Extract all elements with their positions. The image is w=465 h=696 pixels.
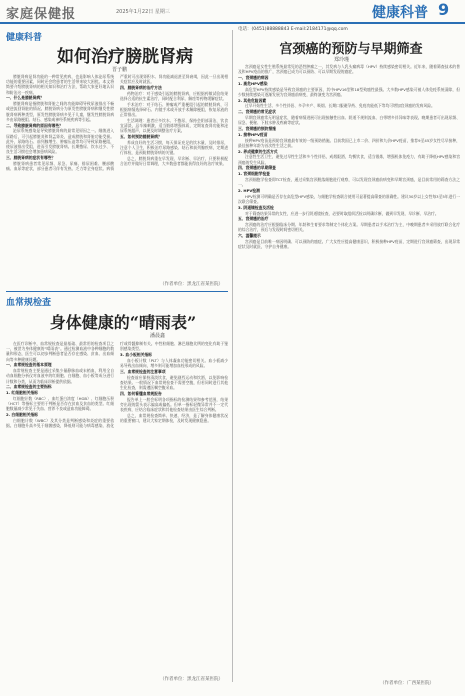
paragraph: 宫颈癌的治疗应根据临床分期、年龄和生育要求等制定个体化方案。早期患者以手术治疗为主，中晚期患者多采用放疗联合化疗的综合治疗，预后与发现时间密切相关。: [238, 222, 460, 233]
paragraph: 早期宫颈癌常无明显症状，随着病情进展可出现接触性出血、阴道不规则流血、白带增多伴异味等表现。晚期患者可出现尿频、尿急、便秘、下肢水肿及疼痛等症状。: [238, 114, 460, 126]
subheading: 四、膀胱肾病的治疗方法: [120, 85, 162, 90]
paragraph: 对于筛查结果异常的女性，应进一步行阴道镜检查，必要时取组织活检以明确诊断，做到早发现、早诊断、早治疗。: [245, 210, 439, 216]
subheading: 三、宫颈癌的预防措施: [238, 125, 276, 131]
issue-date: 2025年1月22日 星期三: [116, 9, 170, 15]
paragraph: 宫颈癌是目前唯一病因明确、可以预防的癌症。广大女性应提高健康意识，积极接种HPV疫苗，定期进行宫颈癌筛查，出现异常症状及时就医，守护自身健康。: [238, 238, 460, 250]
subheading: 1. 红细胞相关指标: [6, 390, 38, 396]
paragraph: 膀胱肾病患者常见尿频、尿急、尿痛、排尿困难、腰部酸痛、血尿等症状，部分患者可伴有发热、乏力等全身症状。病情严重时可出现肾积水、肾功能减退甚至肾衰竭，因此一旦出现相关症状应及时就医。: [6, 74, 228, 172]
paragraph: 泌尿系统感染是导致膀胱肾病的最常见原因之一。细菌进入尿路后，可引起膀胱炎和肾盂肾炎，造成膀胱和肾脏功能受损。此外，尿路结石、前列腺增生、肿瘤压迫等均可导致尿路梗阻，使尿液排出受阻，进而引发膀胱肾病。长期憋尿、饮水过少、不良生活习惯也会增加患病风险。: [6, 128, 114, 155]
left-bottom-author: 潘晨鑫: [150, 333, 166, 339]
section-name: 健康科普: [372, 5, 428, 21]
subheading: 五、如何预防膀胱肾病？: [120, 134, 162, 140]
paragraph: 手术治疗：对于结石、肿瘤或严重梗阻引起的膀胱肾病，可根据病情选择碎石、内镜手术或开放手术解除梗阻，恢复尿液的正常排出。: [120, 101, 228, 118]
column-divider: [232, 30, 233, 682]
paragraph: 养成良好的生活习惯，每天保证充足的饮水量，及时排尿，注意个人卫生，积极治疗尿路感染、结石和前列腺疾病，定期进行体检，是预防膀胱肾病的关键。: [120, 140, 228, 156]
subheading: 1. 接种HPV疫苗: [238, 131, 268, 137]
page-number: 9: [438, 0, 450, 19]
paragraph: 红细胞计数（RBC）、血红蛋白浓度（HGB）、红细胞压积（HCT）等指标主要用于判断是否存在贫血及贫血的类型。红细胞数量减少常见于失血、营养不良或造血功能障碍。: [6, 396, 114, 412]
paragraph: 宫颈癌是女性生殖系统最常见的恶性肿瘤之一，其发病与人乳头瘤病毒（HPV）持续感染密切相关。近年来，随着筛查技术的普及和HPV疫苗的推广，宫颈癌已成为可以预防、可以早期发现的癌症。: [238, 64, 460, 75]
paragraph: 接种HPV疫苗是预防宫颈癌最有效的一级预防措施。目前我国已上市二价、四价和九价HPV疫苗，推荐9至45岁女性尽早接种，最佳接种年龄为首次性生活之前。: [238, 137, 460, 148]
page-header: [0, 0, 465, 24]
subheading: 3. 阴道镜检查及活检: [238, 204, 274, 210]
subheading: 二、宫颈癌的常见症状: [238, 109, 276, 115]
subheading: 三、膀胱肾病的症状有哪些？: [6, 155, 56, 161]
contact-info: 电话：(0451)88888843 E-mail:2184171@qq.com: [238, 27, 348, 32]
paragraph: 膀胱肾病是指膀胱和肾脏之间的功能障碍导致尿液排出不畅或逆流回肾脏的情况。膀胱肾病分为原发性膀胱肾病和继发性膀胱肾病两种类型，原发性膀胱肾病多见于儿童，继发性膀胱肾病多由尿路梗阻、结石、感染或神经系统疾病等引起。: [6, 101, 114, 122]
subheading: 2. 白细胞相关指标: [6, 412, 38, 418]
subheading: 四、如何看懂血常规报告: [120, 390, 162, 396]
article-separator: [6, 291, 228, 292]
subheading: 1. 高危HPV感染: [238, 80, 268, 86]
subheading: 2. HPV检测: [238, 187, 260, 193]
left-bottom-affiliation: （作者单位：黑龙江省某医院）: [160, 677, 223, 682]
subheading: 四、宫颈癌的早期筛查: [238, 165, 276, 171]
right-body: [238, 64, 460, 676]
right-author: 郑玲瑾: [334, 57, 350, 63]
left-top-title: 如何治疗膀胱肾病: [57, 47, 193, 67]
paragraph: 血小板计数（PLT）与人体凝血功能密切相关。血小板减少易导致出血倾向，增多则可能增加血栓形成的风险。: [120, 357, 228, 368]
subheading: 一、血常规检查的基本原理: [6, 362, 52, 368]
subheading: 1. 宫颈细胞学检查: [238, 171, 270, 177]
left-bottom-title: 身体健康的“晴雨表”: [49, 313, 197, 332]
paragraph: 药物治疗：对于感染引起的膀胱肾病，应根据药敏试验结果选择合适的抗生素治疗，同时配合利尿、解痉等药物缓解症状。: [120, 90, 228, 101]
paragraph: 膀胱肾病是肾功能的一种常见疾病，也是影响人体泌尿系统功能的重要因素，同时还会给患者的生活带来较大困扰。本文将简要介绍膀胱肾病的相关知识和治疗方法，帮助大家更好地认识和防治这一疾病。: [6, 74, 114, 95]
left-bottom-body: [6, 341, 228, 673]
right-title: 宫颈癌的预防与早期筛查: [279, 42, 423, 57]
subheading: 2. 其他危险因素: [238, 97, 267, 103]
left-bottom-section-label: 血常规检查: [6, 298, 52, 308]
subheading: 一、宫颈癌的病因: [238, 75, 269, 80]
paragraph: 白细胞计数（WBC）及其分类是判断感染和炎症的重要依据。白细胞升高多见于细菌感染，降低则可能与病毒感染、放化疗或骨髓抑制有关。中性粒细胞、淋巴细胞比例的变化有助于鉴别感染类型。: [6, 341, 228, 429]
subheading: 五、宫颈癌的治疗: [238, 216, 269, 222]
left-top-author: 晋子鹏: [112, 67, 128, 73]
right-affiliation: （作者单位：广西某医院）: [380, 681, 434, 686]
subheading: 3. 血小板相关指标: [120, 352, 152, 357]
subheading: 2. 养成健康的生活方式: [238, 148, 278, 154]
paragraph: 总之，血常规检查简单、快速、经济，是了解身体健康状况的重要窗口，建议大家定期体检，及时发现健康隐患。: [120, 412, 228, 423]
subheading: 二、血常规检查的主要指标: [6, 384, 52, 390]
paragraph: 过早开始性生活、多个性伴侣、多孕多产、吸烟、长期口服避孕药、免疫功能低下等均可增加宫颈癌的发病风险。: [245, 103, 435, 109]
paragraph: 宫颈细胞学检查即TCT检查，通过采集宫颈脱落细胞进行观察，可以发现宫颈癌前病变和早期宫颈癌，是目前常用的筛查方法之一。: [238, 176, 460, 188]
paragraph: 在医疗诊断中，血常规检查是最基础、最常用的检查项目之一，被誉为身体健康的“晴雨表”。通过检测血液中各种细胞的数量和形态，医生可以初步判断患者是否存在感染、贫血、出血倾向等多种健康问题。: [6, 341, 114, 362]
newspaper-name: 家庭保健报: [6, 7, 77, 22]
paragraph: 注意性生活卫生，避免过早性生活和多个性伴侣，戒烟限酒，均衡饮食，适当锻炼，增强机体免疫力，有助于降低HPV感染和宫颈癌的发生风险。: [238, 154, 460, 165]
paragraph: 报告单上一般会标明各项指标的检测结果和参考范围，结果旁出现的箭头表示偏高或偏低。但单一指标轻微异常并不一定代表疾病，应结合临床症状和其他检查结果由医生综合判断。: [120, 396, 228, 412]
subheading: 二、导致膀胱肾病的原因有哪些？: [6, 122, 63, 128]
paragraph: 检查前应保持清淡饮食，避免剧烈运动和饮酒，以免影响检查结果。一般情况下血常规检查不需要空腹，但若同时进行其他生化检查，则需遵医嘱空腹采血。: [120, 374, 228, 390]
paragraph: 总之，膀胱肾病重在早发现、早诊断、早治疗，只要积极配合治疗并做好日常调理，大多数患者都能获得良好的治疗效果。: [120, 156, 228, 167]
left-top-body: [6, 74, 228, 277]
left-top-affiliation: （作者单位：黑龙江省某医院）: [160, 282, 223, 287]
subheading: 三、血常规检查的注意事项: [120, 368, 166, 374]
paragraph: 高危型HPV持续感染是导致宫颈癌的主要原因，其中HPV16型和18型致癌性最强。大多数HPV感染可被人体免疫系统清除，但少数持续感染可逐渐发展为宫颈癌前病变，最终演变为宫颈癌。: [238, 86, 460, 97]
paragraph: 生活调理：患者应多饮水、不憋尿，保持会阴部清洁，饮食宜清淡，忌辛辣刺激，适当锻炼增强体质，定期复查肾功能和泌尿系统超声，以便及时调整治疗方案。: [120, 118, 228, 134]
subheading: 一、什么是膀胱肾病？: [6, 95, 44, 101]
subheading: 六、温馨提示: [238, 233, 261, 239]
left-top-section-label: 健康科普: [6, 33, 43, 43]
paragraph: 血常规检查主要是通过采集少量静脉血或末梢血，利用全自动血细胞分析仪对血液中的红细胞、白细胞、血小板等成分进行计数和分类，从而为临床诊断提供依据。: [6, 368, 114, 384]
paragraph: HPV检测可明确是否存在高危型HPV感染，与细胞学检查联合使用可显著提高筛查的准确性。建议30岁以上女性每3至5年进行一次联合筛查。: [238, 193, 460, 204]
